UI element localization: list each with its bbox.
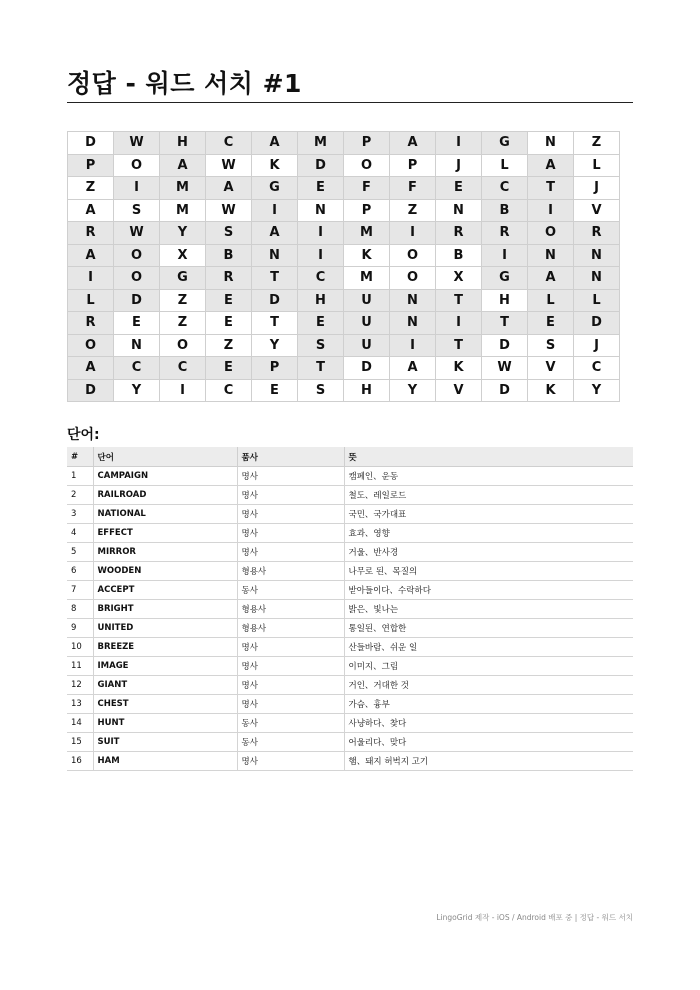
grid-cell: E bbox=[298, 312, 344, 335]
word-part-of-speech: 명사 bbox=[237, 524, 344, 543]
grid-cell: Y bbox=[114, 379, 160, 402]
grid-cell: T bbox=[252, 312, 298, 335]
grid-cell: C bbox=[206, 132, 252, 155]
grid-cell: K bbox=[344, 244, 390, 267]
grid-cell: T bbox=[528, 177, 574, 200]
word-part-of-speech: 명사 bbox=[237, 638, 344, 657]
grid-cell: C bbox=[160, 357, 206, 380]
grid-cell: E bbox=[298, 177, 344, 200]
grid-cell: T bbox=[482, 312, 528, 335]
grid-cell: O bbox=[390, 244, 436, 267]
grid-cell: L bbox=[574, 289, 620, 312]
grid-cell: I bbox=[390, 334, 436, 357]
grid-cell: A bbox=[160, 154, 206, 177]
grid-cell: K bbox=[436, 357, 482, 380]
word-number: 8 bbox=[67, 600, 93, 619]
grid-cell: X bbox=[436, 267, 482, 290]
grid-cell: A bbox=[68, 199, 114, 222]
grid-row bbox=[68, 334, 620, 357]
grid-cell: B bbox=[436, 244, 482, 267]
word-part-of-speech: 형용사 bbox=[237, 600, 344, 619]
table-row bbox=[67, 543, 633, 562]
grid-cell: N bbox=[390, 312, 436, 335]
grid-cell: A bbox=[390, 132, 436, 155]
word-number: 2 bbox=[67, 486, 93, 505]
grid-cell: S bbox=[298, 379, 344, 402]
table-row bbox=[67, 657, 633, 676]
word-part-of-speech: 명사 bbox=[237, 695, 344, 714]
word-part-of-speech: 명사 bbox=[237, 543, 344, 562]
grid-cell: W bbox=[206, 199, 252, 222]
grid-cell: W bbox=[114, 222, 160, 245]
word-part-of-speech: 명사 bbox=[237, 657, 344, 676]
table-row bbox=[67, 562, 633, 581]
grid-cell: M bbox=[160, 177, 206, 200]
grid-cell: N bbox=[252, 244, 298, 267]
grid-cell: I bbox=[160, 379, 206, 402]
grid-row bbox=[68, 177, 620, 200]
word-number: 9 bbox=[67, 619, 93, 638]
grid-cell: E bbox=[206, 289, 252, 312]
word-text: ACCEPT bbox=[93, 581, 237, 600]
grid-cell: T bbox=[298, 357, 344, 380]
words-heading: 단어: bbox=[67, 427, 100, 443]
table-row bbox=[67, 733, 633, 752]
grid-cell: G bbox=[482, 132, 528, 155]
word-part-of-speech: 명사 bbox=[237, 486, 344, 505]
grid-cell: K bbox=[528, 379, 574, 402]
grid-cell: V bbox=[574, 199, 620, 222]
grid-cell: A bbox=[206, 177, 252, 200]
word-text: CAMPAIGN bbox=[93, 467, 237, 486]
grid-cell: R bbox=[206, 267, 252, 290]
word-meaning: 가슴、흉부 bbox=[344, 695, 633, 714]
word-part-of-speech: 명사 bbox=[237, 467, 344, 486]
grid-cell: H bbox=[298, 289, 344, 312]
grid-cell: T bbox=[252, 267, 298, 290]
grid-cell: M bbox=[298, 132, 344, 155]
grid-cell: J bbox=[436, 154, 482, 177]
word-text: GIANT bbox=[93, 676, 237, 695]
grid-cell: D bbox=[482, 334, 528, 357]
grid-cell: T bbox=[436, 334, 482, 357]
word-meaning: 밝은、빛나는 bbox=[344, 600, 633, 619]
grid-cell: X bbox=[160, 244, 206, 267]
word-part-of-speech: 동사 bbox=[237, 733, 344, 752]
grid-cell: D bbox=[298, 154, 344, 177]
word-text: BREEZE bbox=[93, 638, 237, 657]
grid-cell: C bbox=[574, 357, 620, 380]
grid-cell: Y bbox=[160, 222, 206, 245]
grid-cell: T bbox=[436, 289, 482, 312]
grid-cell: R bbox=[436, 222, 482, 245]
grid-cell: V bbox=[528, 357, 574, 380]
table-row bbox=[67, 467, 633, 486]
table-row bbox=[67, 581, 633, 600]
grid-cell: B bbox=[206, 244, 252, 267]
grid-cell: I bbox=[298, 244, 344, 267]
grid-cell: G bbox=[160, 267, 206, 290]
grid-cell: H bbox=[344, 379, 390, 402]
word-meaning: 거인、거대한 것 bbox=[344, 676, 633, 695]
footer-credit: LingoGrid 제작 - iOS / Android 배포 중 | 정답 - 워드 서치 bbox=[436, 913, 633, 922]
table-row bbox=[67, 676, 633, 695]
grid-row bbox=[68, 154, 620, 177]
header-part-of-speech: 품사 bbox=[237, 447, 344, 467]
word-number: 7 bbox=[67, 581, 93, 600]
grid-cell: O bbox=[344, 154, 390, 177]
grid-cell: U bbox=[344, 334, 390, 357]
grid-cell: Z bbox=[68, 177, 114, 200]
grid-cell: I bbox=[68, 267, 114, 290]
grid-cell: A bbox=[68, 357, 114, 380]
grid-cell: I bbox=[528, 199, 574, 222]
grid-cell: Z bbox=[206, 334, 252, 357]
grid-cell: G bbox=[482, 267, 528, 290]
table-row bbox=[67, 714, 633, 733]
grid-cell: A bbox=[390, 357, 436, 380]
grid-cell: I bbox=[482, 244, 528, 267]
grid-cell: U bbox=[344, 289, 390, 312]
grid-row bbox=[68, 199, 620, 222]
grid-cell: J bbox=[574, 177, 620, 200]
word-part-of-speech: 명사 bbox=[237, 676, 344, 695]
word-text: HUNT bbox=[93, 714, 237, 733]
grid-cell: K bbox=[252, 154, 298, 177]
grid-cell: O bbox=[114, 244, 160, 267]
grid-row bbox=[68, 357, 620, 380]
grid-cell: N bbox=[528, 244, 574, 267]
word-meaning: 나무로 된、목질의 bbox=[344, 562, 633, 581]
word-meaning: 거울、반사경 bbox=[344, 543, 633, 562]
word-part-of-speech: 형용사 bbox=[237, 619, 344, 638]
grid-cell: W bbox=[206, 154, 252, 177]
word-part-of-speech: 동사 bbox=[237, 581, 344, 600]
grid-cell: N bbox=[574, 267, 620, 290]
grid-cell: W bbox=[114, 132, 160, 155]
grid-cell: P bbox=[344, 199, 390, 222]
header-meaning: 뜻 bbox=[344, 447, 633, 467]
grid-cell: D bbox=[114, 289, 160, 312]
word-part-of-speech: 형용사 bbox=[237, 562, 344, 581]
word-part-of-speech: 명사 bbox=[237, 505, 344, 524]
word-number: 3 bbox=[67, 505, 93, 524]
grid-row bbox=[68, 222, 620, 245]
word-text: MIRROR bbox=[93, 543, 237, 562]
grid-cell: D bbox=[574, 312, 620, 335]
grid-cell: D bbox=[252, 289, 298, 312]
page-title: 정답 - 워드 서치 #1 bbox=[67, 69, 302, 98]
grid-cell: L bbox=[482, 154, 528, 177]
title-divider bbox=[67, 102, 633, 103]
grid-cell: A bbox=[528, 267, 574, 290]
grid-cell: W bbox=[482, 357, 528, 380]
table-row bbox=[67, 695, 633, 714]
word-meaning: 햄、돼지 허벅지 고기 bbox=[344, 752, 633, 771]
grid-cell: I bbox=[298, 222, 344, 245]
grid-cell: R bbox=[68, 312, 114, 335]
grid-cell: E bbox=[114, 312, 160, 335]
word-meaning: 철도、레일로드 bbox=[344, 486, 633, 505]
grid-cell: I bbox=[390, 222, 436, 245]
word-text: CHEST bbox=[93, 695, 237, 714]
grid-cell: N bbox=[390, 289, 436, 312]
grid-row bbox=[68, 244, 620, 267]
word-part-of-speech: 동사 bbox=[237, 714, 344, 733]
grid-cell: N bbox=[528, 132, 574, 155]
grid-cell: M bbox=[160, 199, 206, 222]
grid-cell: F bbox=[344, 177, 390, 200]
grid-cell: N bbox=[574, 244, 620, 267]
word-meaning: 산들바람、쉬운 일 bbox=[344, 638, 633, 657]
word-number: 10 bbox=[67, 638, 93, 657]
word-text: UNITED bbox=[93, 619, 237, 638]
grid-cell: N bbox=[114, 334, 160, 357]
grid-cell: D bbox=[344, 357, 390, 380]
grid-cell: C bbox=[482, 177, 528, 200]
grid-cell: I bbox=[436, 132, 482, 155]
grid-cell: N bbox=[436, 199, 482, 222]
grid-cell: Z bbox=[390, 199, 436, 222]
grid-cell: C bbox=[114, 357, 160, 380]
grid-cell: Y bbox=[574, 379, 620, 402]
grid-cell: E bbox=[528, 312, 574, 335]
word-meaning: 받아들이다、수락하다 bbox=[344, 581, 633, 600]
word-meaning: 국민、국가대표 bbox=[344, 505, 633, 524]
grid-row bbox=[68, 289, 620, 312]
word-number: 1 bbox=[67, 467, 93, 486]
grid-cell: A bbox=[528, 154, 574, 177]
grid-cell: I bbox=[114, 177, 160, 200]
grid-cell: O bbox=[390, 267, 436, 290]
grid-cell: S bbox=[298, 334, 344, 357]
grid-cell: Y bbox=[390, 379, 436, 402]
word-text: RAILROAD bbox=[93, 486, 237, 505]
word-number: 12 bbox=[67, 676, 93, 695]
grid-cell: A bbox=[252, 222, 298, 245]
word-text: NATIONAL bbox=[93, 505, 237, 524]
grid-cell: E bbox=[206, 357, 252, 380]
grid-cell: Y bbox=[252, 334, 298, 357]
grid-cell: R bbox=[574, 222, 620, 245]
header-number: # bbox=[67, 447, 93, 467]
grid-cell: G bbox=[252, 177, 298, 200]
grid-cell: J bbox=[574, 334, 620, 357]
word-number: 5 bbox=[67, 543, 93, 562]
grid-cell: O bbox=[160, 334, 206, 357]
grid-cell: P bbox=[68, 154, 114, 177]
grid-cell: L bbox=[68, 289, 114, 312]
grid-cell: C bbox=[206, 379, 252, 402]
grid-row bbox=[68, 312, 620, 335]
grid-cell: Z bbox=[160, 312, 206, 335]
word-meaning: 통일된、연합한 bbox=[344, 619, 633, 638]
word-number: 14 bbox=[67, 714, 93, 733]
word-text: IMAGE bbox=[93, 657, 237, 676]
word-list-table bbox=[67, 447, 633, 771]
grid-cell: E bbox=[206, 312, 252, 335]
grid-cell: I bbox=[436, 312, 482, 335]
grid-cell: R bbox=[482, 222, 528, 245]
grid-cell: O bbox=[114, 154, 160, 177]
grid-cell: S bbox=[114, 199, 160, 222]
word-text: BRIGHT bbox=[93, 600, 237, 619]
grid-cell: H bbox=[160, 132, 206, 155]
word-list-header-row bbox=[67, 447, 633, 467]
table-row bbox=[67, 638, 633, 657]
grid-cell: O bbox=[68, 334, 114, 357]
word-text: EFFECT bbox=[93, 524, 237, 543]
word-text: SUIT bbox=[93, 733, 237, 752]
word-part-of-speech: 명사 bbox=[237, 752, 344, 771]
table-row bbox=[67, 752, 633, 771]
word-number: 13 bbox=[67, 695, 93, 714]
grid-cell: D bbox=[68, 132, 114, 155]
grid-cell: M bbox=[344, 267, 390, 290]
grid-cell: D bbox=[68, 379, 114, 402]
grid-cell: B bbox=[482, 199, 528, 222]
header-word: 단어 bbox=[93, 447, 237, 467]
word-number: 15 bbox=[67, 733, 93, 752]
word-meaning: 이미지、그림 bbox=[344, 657, 633, 676]
grid-cell: P bbox=[344, 132, 390, 155]
word-meaning: 효과、영향 bbox=[344, 524, 633, 543]
table-row bbox=[67, 600, 633, 619]
word-number: 6 bbox=[67, 562, 93, 581]
grid-cell: V bbox=[436, 379, 482, 402]
grid-cell: S bbox=[528, 334, 574, 357]
grid-cell: L bbox=[528, 289, 574, 312]
grid-cell: Z bbox=[160, 289, 206, 312]
grid-cell: N bbox=[298, 199, 344, 222]
word-search-grid bbox=[67, 131, 620, 402]
word-number: 16 bbox=[67, 752, 93, 771]
grid-cell: R bbox=[68, 222, 114, 245]
table-row bbox=[67, 505, 633, 524]
grid-cell: E bbox=[252, 379, 298, 402]
grid-cell: C bbox=[298, 267, 344, 290]
grid-cell: M bbox=[344, 222, 390, 245]
grid-row bbox=[68, 267, 620, 290]
grid-cell: O bbox=[114, 267, 160, 290]
table-row bbox=[67, 524, 633, 543]
grid-cell: Z bbox=[574, 132, 620, 155]
table-row bbox=[67, 619, 633, 638]
grid-cell: S bbox=[206, 222, 252, 245]
grid-cell: I bbox=[252, 199, 298, 222]
grid-cell: D bbox=[482, 379, 528, 402]
word-meaning: 어울리다、맞다 bbox=[344, 733, 633, 752]
word-meaning: 사냥하다、찾다 bbox=[344, 714, 633, 733]
table-row bbox=[67, 486, 633, 505]
word-number: 11 bbox=[67, 657, 93, 676]
grid-cell: P bbox=[252, 357, 298, 380]
grid-cell: H bbox=[482, 289, 528, 312]
word-text: WOODEN bbox=[93, 562, 237, 581]
grid-cell: L bbox=[574, 154, 620, 177]
grid-cell: F bbox=[390, 177, 436, 200]
grid-row bbox=[68, 379, 620, 402]
grid-cell: O bbox=[528, 222, 574, 245]
grid-row bbox=[68, 132, 620, 155]
word-text: HAM bbox=[93, 752, 237, 771]
grid-cell: E bbox=[436, 177, 482, 200]
grid-cell: U bbox=[344, 312, 390, 335]
grid-cell: P bbox=[390, 154, 436, 177]
word-number: 4 bbox=[67, 524, 93, 543]
word-meaning: 캠페인、운동 bbox=[344, 467, 633, 486]
grid-cell: A bbox=[252, 132, 298, 155]
grid-cell: A bbox=[68, 244, 114, 267]
